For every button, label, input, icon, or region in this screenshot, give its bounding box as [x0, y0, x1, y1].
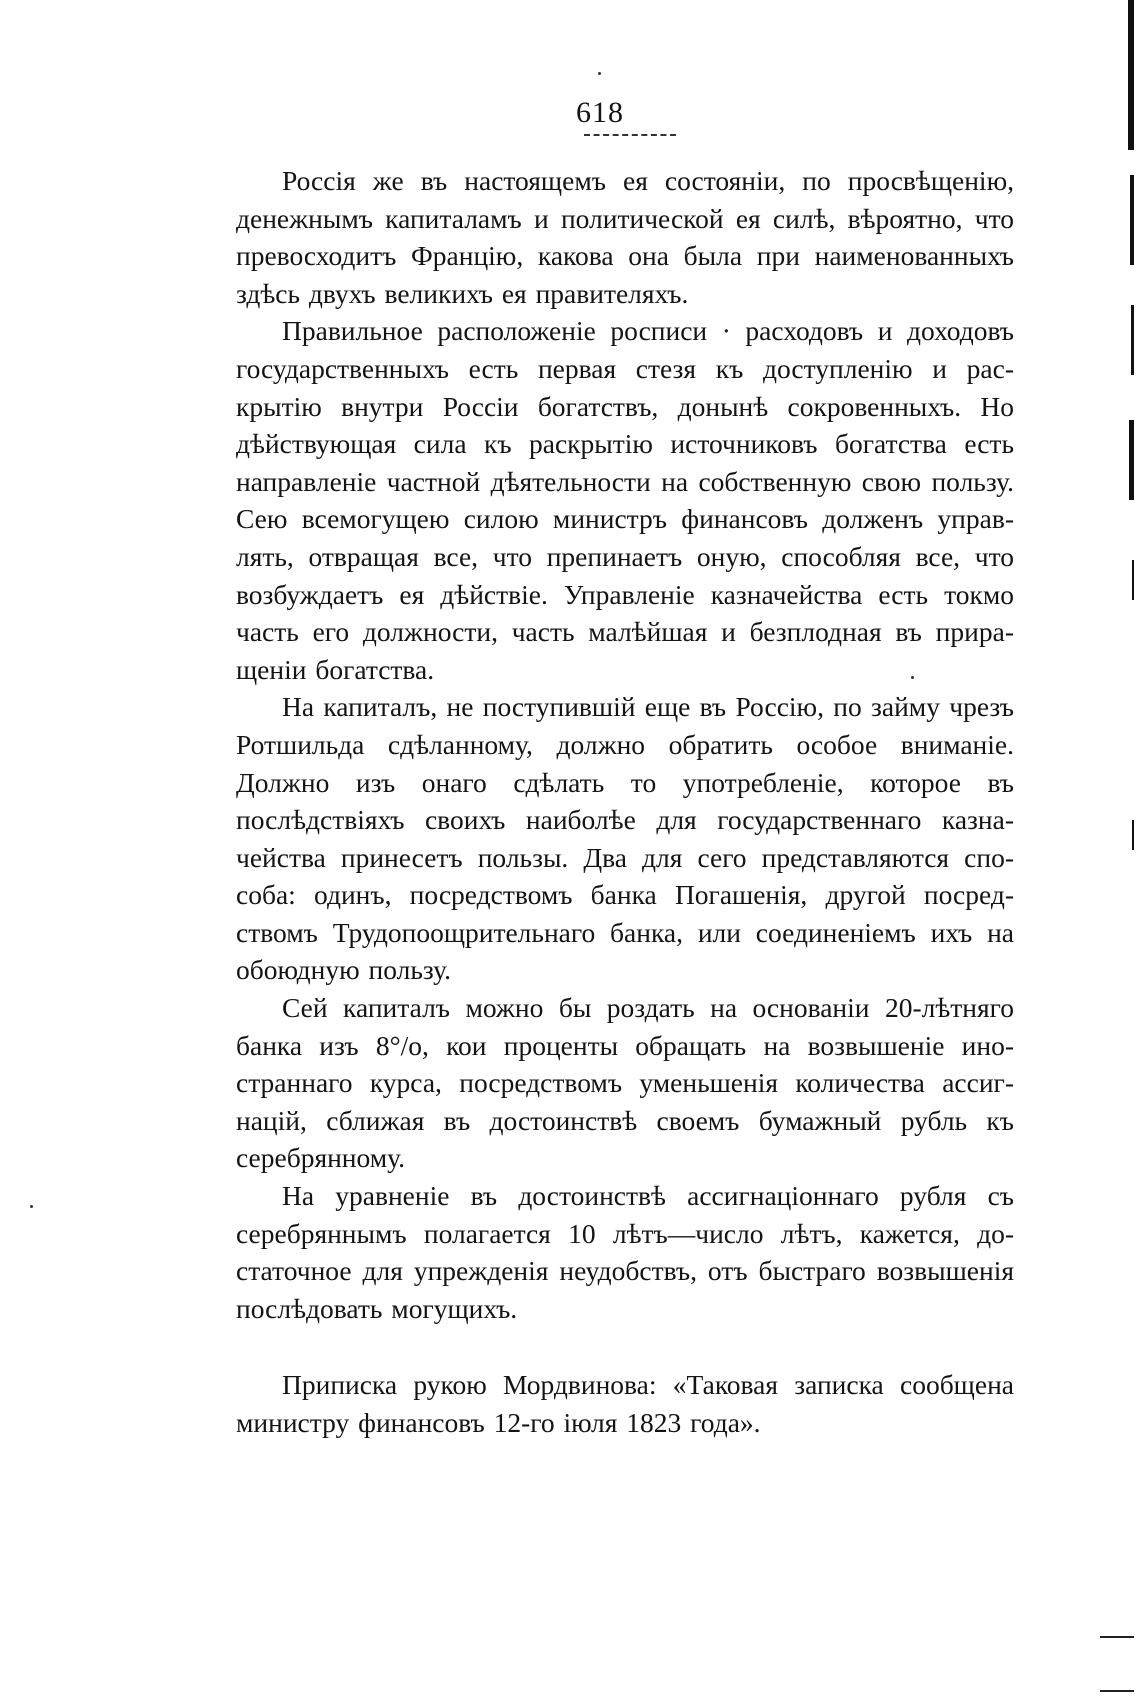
scan-speck — [30, 1205, 33, 1208]
paragraph-1: Россія же въ настоящемъ ея состояніи, по просвѣщенію, денежнымъ капиталамъ и политической ея силѣ, вѣроятно, что превосходитъ Францію, какова она была при наименованныхъ здѣсь двухъ великихъ ея правителяхъ. — [236, 165, 1014, 309]
paragraph-3: На капиталъ, не поступившій еще въ Россію, по займу чрезъ Ротшильда сдѣланному, должно обратить особое вниманіе. Должно изъ онаго сдѣлать то употребленіе, которое въ послѣдствіяхъ своихъ наиболѣе для государственнаго казначейства принесетъ пользы. Два для сего представляются способа: одинъ, посредствомъ банка Погашенія, другой посредствомъ Трудопоощрительнаго банка, или соединеніемъ ихъ на обоюдную пользу. — [236, 691, 1014, 986]
handwritten-note-remark: Приписка рукою Мордвинова: «Таковая записка сообщена министру финансовъ 12-го іюля 1823 года». — [236, 1369, 1014, 1438]
paragraph-5: На уравненіе въ достоинствѣ ассигнаціоннаго рубля съ серебряннымъ полагается 10 лѣтъ—число лѣтъ, кажется, достаточное для упрежденія неудобствъ, отъ быстраго возвышенія послѣдовать могущихъ. — [236, 1180, 1014, 1324]
scan-edge-mark — [1129, 420, 1134, 500]
paragraph-2: Правильное расположеніе росписи · расходовъ и доходовъ государственныхъ есть первая стезя къ доступленію и раскрытію внутри Россіи богатствъ, донынѣ сокровенныхъ. Но дѣйствующая сила къ раскрытію источниковъ богатства есть направленіе частной дѣятельности на собственную свою пользу. Сею всемогущею силою министръ финансовъ долженъ управлять, отвращая все, что препинаетъ оную, способляя все, что возбуждаетъ ея дѣйствіе. Управленіе казначейства есть токмо часть его должности, часть малѣйшая и безплодная въ приращеніи богатства. — [236, 315, 1014, 685]
scan-edge-rule — [1100, 1690, 1134, 1692]
page-number: 618 — [576, 96, 624, 129]
scan-edge-mark — [1130, 175, 1134, 265]
scan-edge-mark — [1132, 820, 1134, 850]
paragraph-4: Сей капиталъ можно бы роздать на основаніи 20-лѣтняго банка изъ 8°/о, кои проценты обращать на возвышеніе иностраннаго курса, посредствомъ уменьшенія количества ассигнацій, сближая въ достоинствѣ своемъ бумажный рубль къ серебрянному. — [236, 992, 1014, 1174]
scan-speck — [911, 676, 914, 679]
scan-edge-rule — [1100, 1636, 1134, 1638]
scan-edge-mark — [1132, 560, 1134, 600]
main-text — [236, 162, 1014, 1327]
scan-speck — [598, 72, 601, 75]
page-number-underline — [584, 134, 676, 136]
scan-edge-mark — [1131, 305, 1134, 375]
scan-edge-mark — [1128, 0, 1134, 150]
